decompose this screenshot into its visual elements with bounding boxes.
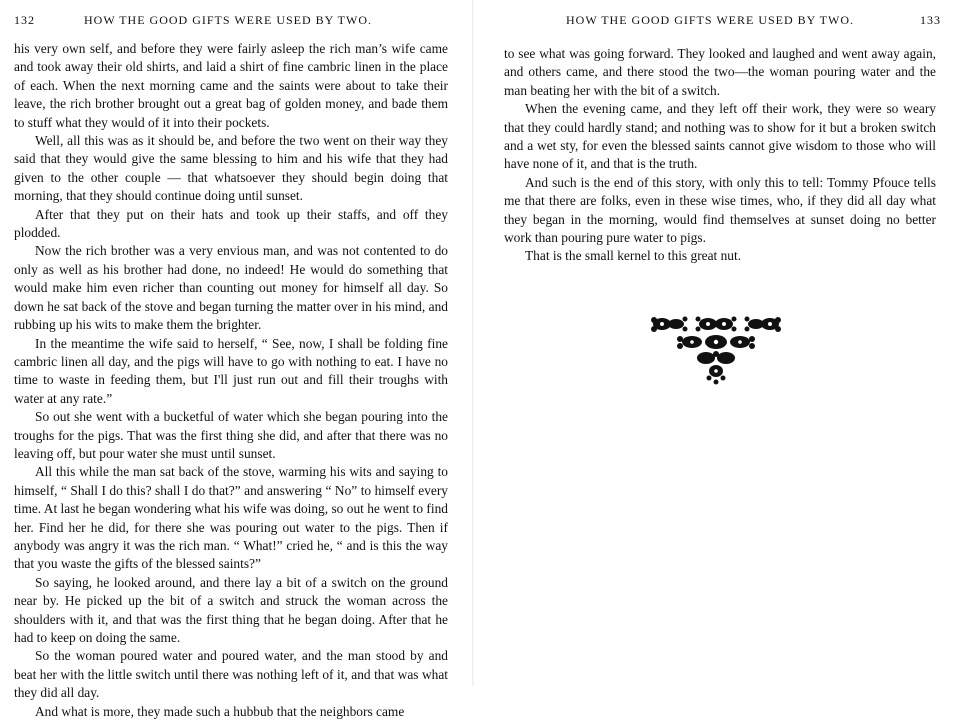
page-number-left: 132	[14, 13, 35, 27]
paragraph: And what is more, they made such a hubbub that the neighbors came	[35, 703, 405, 719]
floral-cluster-icon	[651, 317, 688, 333]
running-head-left: HOW THE GOOD GIFTS WERE USED BY TWO.	[84, 13, 372, 27]
floral-cluster-icon	[696, 317, 737, 332]
paragraph: Well, all this was as it should be, and before the two went on their way they said that they would give the same blessing to him and his wife that they had given to the other couple — that whatsoever they should begin doing that morning, that they should continue doing until sunset.	[14, 133, 448, 204]
floral-cluster-icon	[745, 317, 782, 333]
floral-tailpiece-icon	[648, 314, 784, 386]
paragraph: to see what was going forward. They looked and laughed and went away again, and others came, and there stood the two—the woman pouring water and the man beating her with the bit of a switch.	[504, 46, 936, 98]
book-gutter	[472, 0, 474, 686]
right-page-body	[504, 45, 936, 266]
paragraph: And such is the end of this story, with only this to tell: Tommy Pfouce tells me that there are folks, even in these wise times, who, if they did all day what they began in the morning, would find themselves at sunset doing no better work than pouring pure water to pigs.	[504, 174, 936, 246]
paragraph: So saying, he looked around, and there lay a bit of a switch on the ground near by. He picked up the bit of a switch and struck the woman across the shoulders with it, and that was the first thing that he began doing. After that he had to keep on doing the same.	[14, 574, 448, 645]
paragraph: When the evening came, and they left off their work, they were so weary that they could hardly stand; and nothing was to show for it but a broken switch and a wet sty, for even the blessed saints cannot give wisdom to those who will have none of it, and that is the truth.	[504, 101, 936, 172]
paragraph: All this while the man sat back of the stove, warming his wits and saying to himself, “ Shall I do this? shall I do that?” and answering “ No” to himself every time. At last he began wondering what his wife was doing, so out he went to find her. Find her he did, for there she was pouring out water to the pigs. Then if anybody was angry it was the rich man. “ What!” cried he, “ and is this the way that you waste the gifts of the blessed saints?”	[14, 464, 448, 572]
left-page	[0, 0, 470, 719]
right-page	[478, 0, 953, 686]
running-head-right: HOW THE GOOD GIFTS WERE USED BY TWO.	[566, 13, 854, 27]
left-page-body	[14, 40, 448, 721]
paragraph: After that they put on their hats and took up their staffs, and off they plodded.	[14, 206, 448, 241]
paragraph: So the woman poured water and poured water, and the man stood by and beat her with the little switch until there was nothing left of it, and that was what they did all day.	[14, 648, 448, 701]
paragraph: In the meantime the wife said to herself, “ See, now, I shall be folding fine cambric linen all day, and the pigs will have to go with nothing to eat. I have no time to waste in feeding them, but I'll just run out and fill their troughs with water at any rate.”	[14, 335, 448, 406]
paragraph: Now the rich brother was a very envious man, and was not contented to do only as well as his brother had done, no indeed! He would do something that would make him even richer than counting out money for himself all day. So down he sat back of the stove and began turning the matter over in his mind, and rubbing up his wits to make them the brighter.	[14, 243, 448, 333]
paragraph: his very own self, and before they were fairly asleep the rich man’s wife came and took away their old shirts, and laid a shirt of fine cambric linen in the place of each. When the next morning came and the saints were about to take their leave, the rich brother brought out a great bag of golden money, and bade them to stuff what they would of it into their pockets.	[14, 41, 448, 130]
paragraph: So out she went with a bucketful of water which she began pouring into the troughs for the pigs. That was the first thing she did, and after that there was no leaving off, but pour water she must until sunset.	[14, 409, 448, 461]
paragraph: That is the small kernel to this great nut.	[525, 248, 742, 264]
page-number-right: 133	[920, 13, 941, 27]
